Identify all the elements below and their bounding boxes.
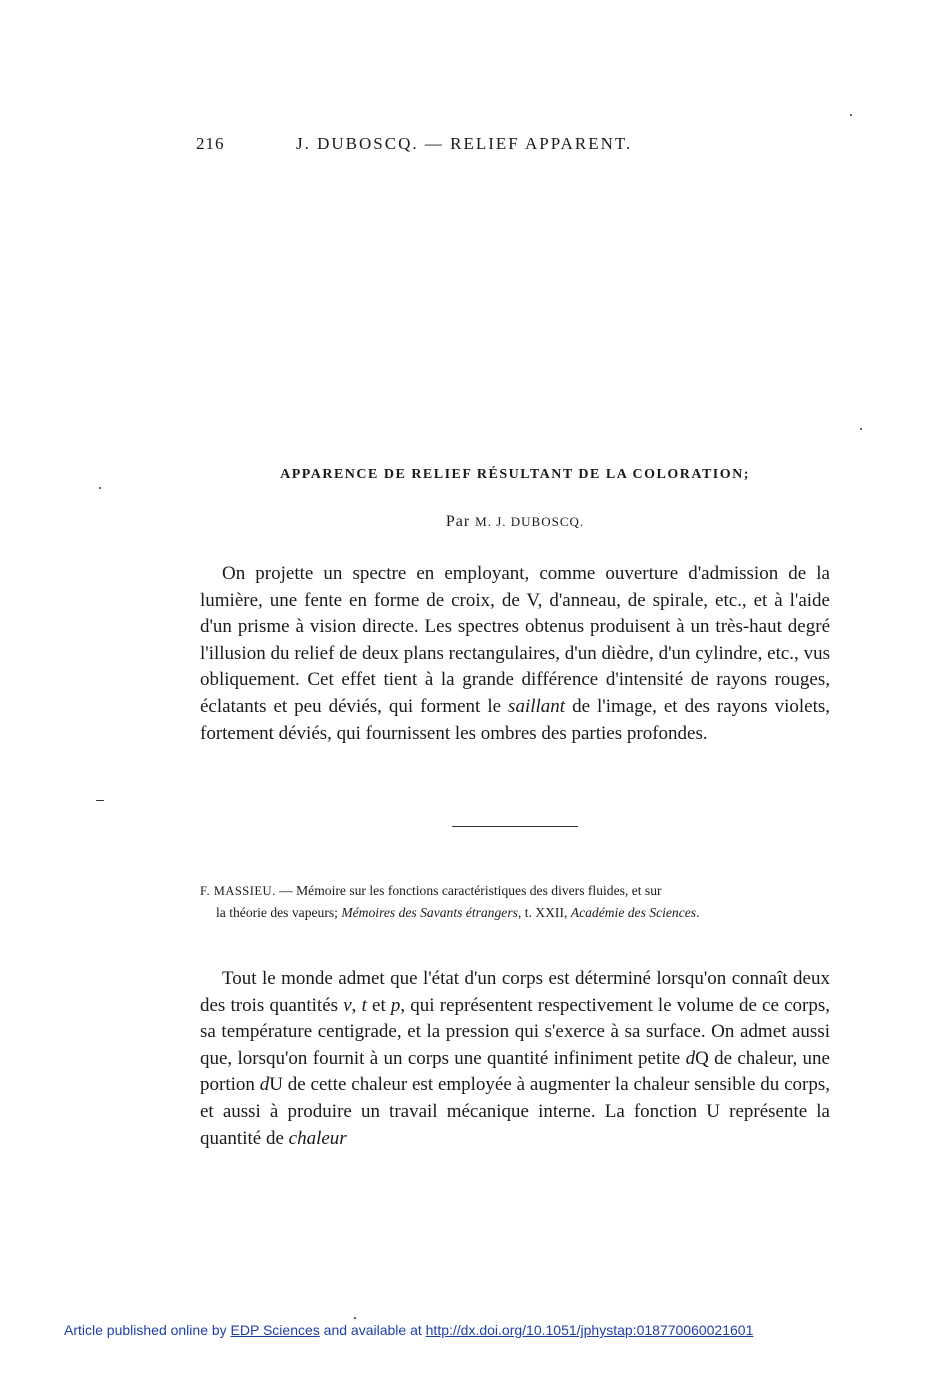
byline xyxy=(200,513,830,531)
scan-speck xyxy=(96,800,104,801)
scan-speck xyxy=(860,428,862,430)
article-paragraph: On projette un spectre en employant, comme ouverture d'admission de la lumière, une fente en forme de croix, de V, d'anneau, de spirale, etc., et à l'aide d'un prisme à vision directe. Les spectres obtenus produisent à un très-haut degré l'illusion du relief de deux plans rectangulaires, d'un dièdre, d'un cylindre, etc., vus obliquement. Cet effet tient à la grande différence d'intensité de rayons rouges, éclatants et peu déviés, qui forment le saillant de l'image, et des rayons violets, fortement déviés, qui fournissent les ombres des parties profondes. xyxy=(200,563,830,744)
article2-paragraph: Tout le monde admet que l'état d'un corps est déterminé lorsqu'on connaît deux des trois quantités v, t et p, qui représentent respectivement le volume de ce corps, sa température centigrade, et la pression qui s'exerce à sa surface. On admet aussi que, lorsqu'on fournit à un corps une quantité infiniment petite dQ de chaleur, une portion dU de cette chaleur est employée à augmenter la chaleur sensible du corps, et aussi à produire un travail mécanique interne. La fonction U représente la quantité de chaleur xyxy=(200,968,831,1149)
scan-speck xyxy=(850,114,852,116)
running-title: J. DUBOSCQ. — RELIEF APPARENT. xyxy=(296,134,633,153)
emphasis-saillant: saillant xyxy=(508,695,566,717)
scan-speck xyxy=(99,487,101,489)
scan-speck xyxy=(354,1317,356,1319)
publication-footer: Article published online by EDP Sciences and available at http://dx.doi.org/10.1051/jphystap:018770060021601 xyxy=(64,1322,754,1338)
byline-author: M. J. DUBOSCQ. xyxy=(475,514,585,529)
byline-prefix: Par xyxy=(445,513,471,530)
article-title: APPARENCE DE RELIEF RÉSULTANT DE LA COLORATION; xyxy=(280,467,750,482)
reference-academy: Académie des Sciences xyxy=(570,905,697,920)
reference-journal: Mémoires des Savants étrangers xyxy=(341,905,518,920)
publisher-link[interactable]: EDP Sciences xyxy=(230,1322,320,1338)
section-divider xyxy=(452,826,578,827)
doi-link[interactable]: http://dx.doi.org/10.1051/jphystap:018770060021601 xyxy=(425,1322,754,1338)
reference-author: F. MASSIEU. xyxy=(200,884,276,898)
bibliographic-reference: F. MASSIEU. — Mémoire sur les fonctions caractéristiques des divers fluides, et sur la théorie des vapeurs; Mémoires des Savants étrangers, t. XXII, Académie des Sciences. xyxy=(200,883,700,920)
page-number: 216 xyxy=(196,134,225,153)
